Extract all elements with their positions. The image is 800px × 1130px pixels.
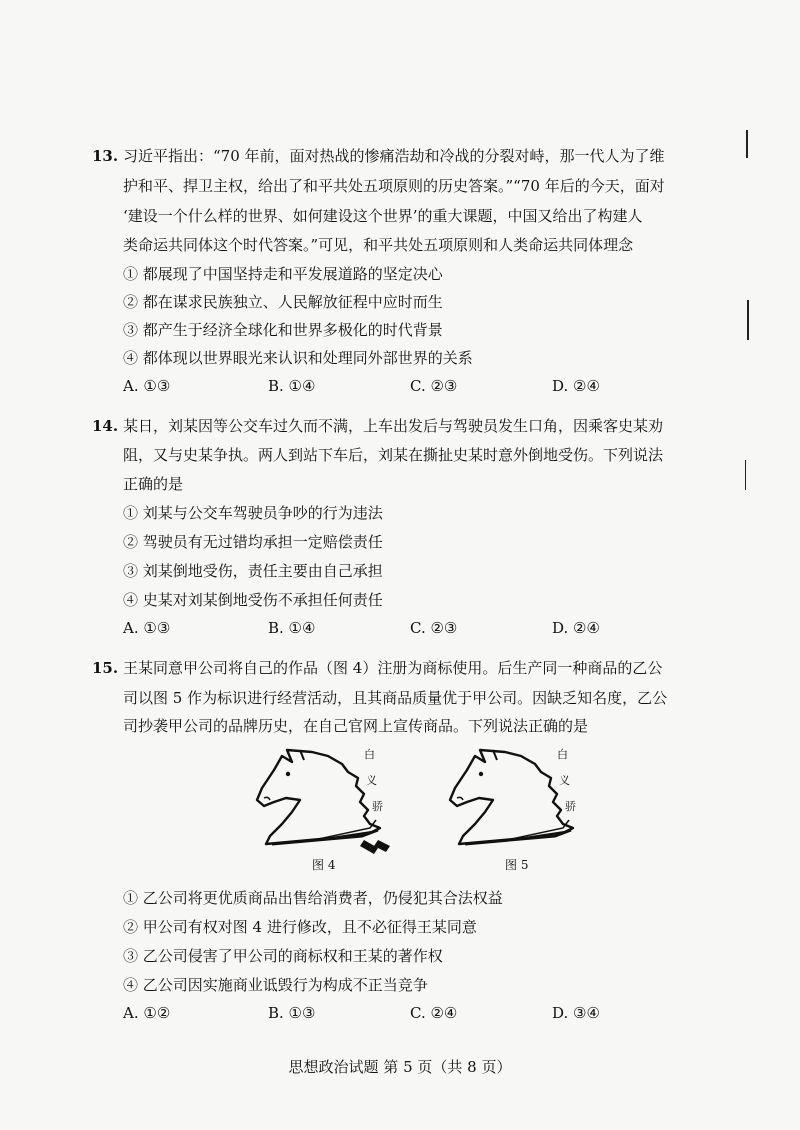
question-text-line: 某日，刘某因等公交车过久而不满，上车出发后与驾驶员发生口角，因乘客史某劝 (123, 417, 664, 435)
question-number: 14. (92, 417, 119, 435)
option-statement: ① 刘某与公交车驾驶员争吵的行为违法 (123, 504, 383, 522)
answer-choice-d[interactable]: D. ②④ (552, 619, 600, 637)
logo-char: 白 (557, 748, 568, 761)
question-text-line: 阻，又与史某争执。两人到站下车后，刘某在撕扯史某时意外倒地受伤。下列说法 (123, 446, 664, 464)
option-statement: ① 乙公司将更优质商品出售给消费者，仍侵犯其合法权益 (123, 889, 503, 907)
logo-char: 义 (366, 774, 377, 787)
question-text-line: ‘建设一个什么样的世界、如何建设这个世界’的重大课题，中国又给出了构建人 (123, 207, 643, 225)
question-text-line: 护和平、捍卫主权，给出了和平共处五项原则的历史答案。”“70 年后的今天，面对 (123, 177, 665, 195)
scan-mark (746, 130, 748, 158)
scan-mark (745, 460, 746, 490)
answer-choice-c[interactable]: C. ②④ (410, 1004, 458, 1022)
option-statement: ② 甲公司有权对图 4 进行修改，且不必征得王某同意 (123, 918, 477, 936)
option-statement: ② 驾驶员有无过错均承担一定赔偿责任 (123, 533, 383, 551)
question-text-line: 司抄袭甲公司的品牌历史，在自己官网上宣传商品。下列说法正确的是 (123, 717, 589, 735)
logo-char: 白 (364, 748, 375, 761)
answer-choice-a[interactable]: A. ①③ (123, 619, 171, 637)
answer-choice-a[interactable]: A. ①② (123, 1004, 171, 1022)
option-statement: ② 都在谋求民族独立、人民解放征程中应时而生 (123, 293, 443, 311)
answer-choice-a[interactable]: A. ①③ (123, 377, 171, 395)
answer-choice-b[interactable]: B. ①③ (268, 1004, 316, 1022)
figure-5-horse-logo (445, 740, 595, 870)
question-number: 13. (92, 147, 119, 165)
question-text-line: 司以图 5 作为标识进行经营活动，且其商品质量优于甲公司。因缺乏知名度，乙公 (123, 689, 668, 707)
question-text-line: 正确的是 (123, 475, 184, 493)
answer-choice-d[interactable]: D. ③④ (552, 1004, 600, 1022)
answer-choice-b[interactable]: B. ①④ (268, 377, 316, 395)
question-text-line: 习近平指出：“70 年前，面对热战的惨痛浩劫和冷战的分裂对峙，那一代人为了维 (123, 147, 665, 165)
answer-choice-c[interactable]: C. ②③ (410, 619, 458, 637)
page-footer: 思想政治试题 第 5 页（共 8 页） (288, 1058, 512, 1076)
option-statement: ③ 刘某倒地受伤，责任主要由自己承担 (123, 562, 383, 580)
option-statement: ④ 都体现以世界眼光来认识和处理同外部世界的关系 (123, 349, 473, 367)
answer-choice-d[interactable]: D. ②④ (552, 377, 600, 395)
logo-char: 义 (559, 774, 570, 787)
answer-choice-b[interactable]: B. ①④ (268, 619, 316, 637)
logo-char: 骄 (565, 800, 576, 813)
question-text-line: 类命运共同体这个时代答案。”可见，和平共处五项原则和人类命运共同体理念 (123, 236, 634, 254)
figure-caption: 图 4 (312, 858, 336, 872)
question-text-line: 王某同意甲公司将自己的作品（图 4）注册为商标使用。后生产同一种商品的乙公 (123, 659, 663, 677)
option-statement: ③ 都产生于经济全球化和世界多极化的时代背景 (123, 321, 443, 339)
figure-caption: 图 5 (505, 858, 529, 872)
figure-4-horse-logo (252, 740, 402, 870)
question-number: 15. (92, 659, 119, 677)
option-statement: ④ 史某对刘某倒地受伤不承担任何责任 (123, 591, 383, 609)
option-statement: ③ 乙公司侵害了甲公司的商标权和王某的著作权 (123, 947, 443, 965)
option-statement: ④ 乙公司因实施商业诋毁行为构成不正当竞争 (123, 976, 428, 994)
scan-mark (747, 300, 749, 340)
option-statement: ① 都展现了中国坚持走和平发展道路的坚定决心 (123, 265, 443, 283)
answer-choice-c[interactable]: C. ②③ (410, 377, 458, 395)
logo-char: 骄 (372, 800, 383, 813)
